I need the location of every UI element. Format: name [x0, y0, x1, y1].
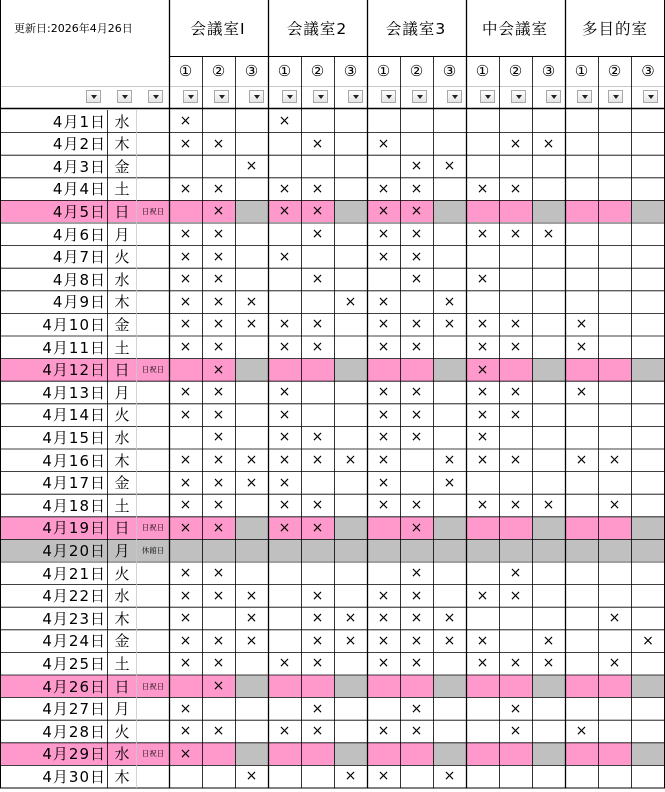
reserved-mark: ×	[245, 632, 258, 649]
reserved-mark: ×	[542, 632, 555, 649]
row-note: 日祝日	[141, 206, 165, 216]
reserved-mark: ×	[377, 768, 390, 785]
reserved-mark: ×	[377, 474, 390, 491]
reserved-mark: ×	[443, 632, 456, 649]
slot-header: ③	[641, 62, 655, 80]
row-weekday: 土	[114, 338, 130, 357]
row-weekday: 水	[114, 270, 130, 289]
reserved-mark: ×	[311, 519, 324, 536]
row-note: 休館日	[141, 545, 165, 555]
reserved-mark: ×	[278, 474, 291, 491]
reserved-mark: ×	[179, 113, 192, 129]
reserved-mark: ×	[179, 655, 192, 672]
room-header-tamokuteki: 多目的室	[581, 20, 648, 38]
reserved-mark: ×	[410, 519, 423, 536]
reserved-mark: ×	[575, 384, 588, 401]
row-date: 4月10日	[42, 315, 106, 334]
row-date: 4月25日	[42, 654, 106, 673]
slot-header: ②	[211, 62, 226, 80]
updated-date: 更新日:2026年4月26日	[14, 22, 133, 35]
reserved-mark: ×	[377, 406, 390, 423]
reserved-mark: ×	[179, 610, 192, 627]
row-weekday: 木	[114, 135, 130, 154]
reserved-mark: ×	[212, 406, 225, 423]
reserved-mark: ×	[278, 406, 291, 423]
reserved-mark: ×	[410, 429, 423, 446]
reserved-mark: ×	[476, 226, 489, 242]
reserved-mark: ×	[212, 497, 225, 514]
reserved-mark: ×	[344, 632, 357, 649]
reserved-mark: ×	[410, 158, 423, 175]
reserved-mark: ×	[476, 384, 489, 401]
reserved-mark: ×	[212, 655, 225, 672]
reserved-mark: ×	[410, 587, 423, 604]
reserved-mark: ×	[212, 519, 225, 536]
reserved-mark: ×	[278, 384, 291, 401]
reserved-mark: ×	[476, 316, 489, 333]
reserved-mark: ×	[377, 293, 390, 310]
row-date: 4月4日	[52, 180, 106, 199]
reserved-mark: ×	[377, 723, 390, 740]
reserved-mark: ×	[278, 339, 291, 355]
row-weekday: 水	[114, 428, 130, 447]
reserved-mark: ×	[311, 497, 324, 514]
slot-header: ②	[409, 62, 424, 80]
reserved-mark: ×	[377, 226, 390, 242]
reserved-mark: ×	[410, 384, 423, 401]
reserved-mark: ×	[344, 452, 357, 468]
row-weekday: 火	[114, 564, 130, 583]
reserved-mark: ×	[410, 180, 423, 197]
reserved-mark: ×	[575, 452, 588, 468]
reserved-mark: ×	[278, 429, 291, 446]
row-date: 4月5日	[52, 202, 106, 221]
row-weekday: 日	[114, 677, 130, 696]
row-date: 4月15日	[42, 428, 106, 447]
reserved-mark: ×	[245, 610, 258, 627]
row-weekday: 水	[114, 112, 130, 131]
reserved-mark: ×	[377, 587, 390, 604]
reserved-mark: ×	[278, 655, 291, 672]
reserved-mark: ×	[509, 700, 522, 717]
row-note: 日祝日	[141, 523, 165, 533]
row-weekday: 火	[114, 406, 130, 425]
reserved-mark: ×	[179, 135, 192, 152]
reserved-mark: ×	[410, 316, 423, 333]
reserved-mark: ×	[575, 316, 588, 333]
reserved-mark: ×	[278, 203, 291, 220]
reserved-mark: ×	[377, 384, 390, 401]
slot-header: ③	[343, 62, 358, 80]
reserved-mark: ×	[542, 226, 555, 242]
reserved-mark: ×	[212, 452, 225, 468]
reserved-mark: ×	[179, 339, 192, 355]
reserved-mark: ×	[311, 203, 324, 220]
reserved-mark: ×	[311, 271, 324, 288]
reserved-mark: ×	[476, 587, 489, 604]
reserved-mark: ×	[377, 316, 390, 333]
reserved-mark: ×	[476, 452, 489, 468]
row-date: 4月28日	[42, 722, 106, 741]
reserved-mark: ×	[212, 429, 225, 446]
reserved-mark: ×	[542, 655, 555, 672]
reserved-mark: ×	[476, 271, 489, 288]
row-date: 4月29日	[42, 745, 106, 764]
reserved-mark: ×	[509, 587, 522, 604]
row-date: 4月7日	[52, 248, 106, 267]
reserved-mark: ×	[476, 180, 489, 197]
row-date: 4月23日	[42, 609, 106, 628]
slot-header: ③	[244, 62, 259, 80]
reserved-mark: ×	[278, 519, 291, 536]
reserved-mark: ×	[212, 203, 225, 220]
reserved-mark: ×	[608, 452, 621, 468]
reserved-mark: ×	[410, 632, 423, 649]
reserved-mark: ×	[509, 135, 522, 152]
reserved-mark: ×	[245, 158, 258, 175]
reserved-mark: ×	[212, 316, 225, 333]
row-weekday: 日	[114, 202, 130, 221]
reserved-mark: ×	[377, 655, 390, 672]
reserved-mark: ×	[278, 180, 291, 197]
reserved-mark: ×	[377, 180, 390, 197]
row-weekday: 木	[114, 451, 130, 470]
row-weekday: 日	[114, 361, 130, 380]
reserved-mark: ×	[410, 339, 423, 355]
reserved-mark: ×	[377, 135, 390, 152]
reserved-mark: ×	[179, 406, 192, 423]
row-date: 4月1日	[52, 112, 106, 131]
reserved-mark: ×	[476, 429, 489, 446]
reserved-mark: ×	[377, 203, 390, 220]
row-date: 4月24日	[42, 632, 106, 651]
reserved-mark: ×	[212, 361, 225, 378]
reserved-mark: ×	[410, 203, 423, 220]
row-weekday: 火	[114, 722, 130, 741]
row-weekday: 水	[114, 587, 130, 606]
reserved-mark: ×	[311, 180, 324, 197]
row-date: 4月13日	[42, 383, 106, 402]
row-note: 日祝日	[141, 681, 165, 691]
slot-header: ③	[442, 62, 457, 80]
reserved-mark: ×	[509, 723, 522, 740]
reserved-mark: ×	[212, 339, 225, 355]
reserved-mark: ×	[509, 226, 522, 242]
reserved-mark: ×	[245, 316, 258, 333]
reserved-mark: ×	[377, 452, 390, 468]
reserved-mark: ×	[278, 113, 291, 129]
row-weekday: 月	[114, 225, 130, 244]
reserved-mark: ×	[311, 610, 324, 627]
reserved-mark: ×	[278, 452, 291, 468]
reserved-mark: ×	[509, 565, 522, 581]
row-date: 4月22日	[42, 587, 106, 606]
reserved-mark: ×	[410, 723, 423, 740]
reserved-mark: ×	[443, 474, 456, 491]
row-note: 日祝日	[141, 749, 165, 759]
reserved-mark: ×	[443, 316, 456, 333]
reserved-mark: ×	[410, 565, 423, 581]
slot-header: ①	[574, 62, 589, 80]
reserved-mark: ×	[245, 768, 258, 785]
row-date: 4月30日	[42, 767, 106, 786]
reserved-mark: ×	[443, 158, 456, 175]
reserved-mark: ×	[179, 180, 192, 197]
reserved-mark: ×	[311, 226, 324, 242]
reserved-mark: ×	[212, 226, 225, 242]
reserved-mark: ×	[410, 655, 423, 672]
row-date: 4月21日	[42, 564, 106, 583]
row-note: 日祝日	[141, 365, 165, 375]
row-weekday: 月	[114, 541, 130, 560]
row-date: 4月18日	[42, 496, 106, 515]
reserved-mark: ×	[476, 655, 489, 672]
reserved-mark: ×	[179, 565, 192, 581]
reserved-mark: ×	[311, 135, 324, 152]
reserved-mark: ×	[476, 406, 489, 423]
reserved-mark: ×	[344, 768, 357, 785]
row-weekday: 木	[114, 293, 130, 312]
reserved-mark: ×	[410, 226, 423, 242]
reserved-mark: ×	[443, 293, 456, 310]
reserved-mark: ×	[608, 655, 621, 672]
reserved-mark: ×	[377, 339, 390, 355]
reserved-mark: ×	[179, 384, 192, 401]
reserved-mark: ×	[212, 135, 225, 152]
reserved-mark: ×	[278, 497, 291, 514]
reserved-mark: ×	[311, 587, 324, 604]
room-header-naka-kaigishitsu: 中会議室	[481, 20, 548, 38]
row-date: 4月6日	[52, 225, 106, 244]
row-weekday: 土	[114, 654, 130, 673]
row-date: 4月27日	[42, 700, 106, 719]
reserved-mark: ×	[179, 497, 192, 514]
slot-header: ②	[607, 62, 622, 80]
reserved-mark: ×	[179, 316, 192, 333]
reserved-mark: ×	[212, 678, 225, 694]
row-date: 4月8日	[52, 270, 106, 289]
slot-header: ①	[475, 62, 490, 80]
reserved-mark: ×	[509, 452, 522, 468]
reserved-mark: ×	[179, 700, 192, 717]
row-weekday: 火	[114, 248, 130, 267]
reserved-mark: ×	[509, 316, 522, 333]
reserved-mark: ×	[212, 565, 225, 581]
reserved-mark: ×	[179, 474, 192, 491]
row-weekday: 土	[114, 496, 130, 515]
row-date: 4月3日	[52, 157, 106, 176]
row-date: 4月14日	[42, 406, 106, 425]
reserved-mark: ×	[377, 429, 390, 446]
reserved-mark: ×	[278, 316, 291, 333]
reserved-mark: ×	[575, 723, 588, 740]
row-date: 4月17日	[42, 474, 106, 493]
reserved-mark: ×	[179, 745, 192, 762]
reserved-mark: ×	[212, 384, 225, 401]
reserved-mark: ×	[344, 293, 357, 310]
reserved-mark: ×	[212, 723, 225, 740]
reserved-mark: ×	[509, 497, 522, 514]
reserved-mark: ×	[377, 248, 390, 265]
room-header-kaigishitsu-3: 会議室3	[385, 20, 447, 38]
reserved-mark: ×	[377, 632, 390, 649]
row-weekday: 木	[114, 767, 130, 786]
reserved-mark: ×	[410, 248, 423, 265]
slot-header: ③	[541, 62, 556, 80]
row-date: 4月11日	[42, 338, 106, 357]
reserved-mark: ×	[377, 497, 390, 514]
row-weekday: 月	[114, 700, 130, 719]
row-date: 4月12日	[42, 361, 106, 380]
reserved-mark: ×	[410, 610, 423, 627]
slot-header: ②	[310, 62, 325, 80]
reserved-mark: ×	[443, 452, 456, 468]
reserved-mark: ×	[278, 248, 291, 265]
reserved-mark: ×	[245, 293, 258, 310]
row-date: 4月16日	[42, 451, 106, 470]
slot-header: ①	[178, 62, 193, 80]
reserved-mark: ×	[212, 180, 225, 197]
reserved-mark: ×	[311, 339, 324, 355]
reserved-mark: ×	[443, 768, 456, 785]
reserved-mark: ×	[509, 384, 522, 401]
reserved-mark: ×	[410, 497, 423, 514]
reserved-mark: ×	[608, 610, 621, 627]
reserved-mark: ×	[311, 700, 324, 717]
reserved-mark: ×	[542, 497, 555, 514]
reserved-mark: ×	[278, 723, 291, 740]
reserved-mark: ×	[179, 452, 192, 468]
row-weekday: 木	[114, 609, 130, 628]
row-weekday: 土	[114, 180, 130, 199]
reserved-mark: ×	[344, 610, 357, 627]
reserved-mark: ×	[245, 587, 258, 604]
row-weekday: 日	[114, 519, 130, 538]
row-date: 4月20日	[42, 541, 106, 560]
reserved-mark: ×	[212, 271, 225, 288]
reserved-mark: ×	[509, 339, 522, 355]
row-date: 4月26日	[42, 677, 106, 696]
reserved-mark: ×	[212, 248, 225, 265]
reserved-mark: ×	[575, 339, 588, 355]
reserved-mark: ×	[179, 587, 192, 604]
reserved-mark: ×	[476, 497, 489, 514]
row-date: 4月19日	[42, 519, 106, 538]
reserved-mark: ×	[509, 180, 522, 197]
reserved-mark: ×	[509, 655, 522, 672]
reserved-mark: ×	[642, 632, 654, 649]
row-weekday: 金	[114, 157, 130, 176]
row-date: 4月9日	[52, 293, 106, 312]
row-date: 4月2日	[52, 135, 106, 154]
reserved-mark: ×	[245, 474, 258, 491]
reserved-mark: ×	[311, 429, 324, 446]
reserved-mark: ×	[377, 610, 390, 627]
reserved-mark: ×	[179, 226, 192, 242]
row-weekday: 金	[114, 474, 130, 493]
room-header-kaigishitsu-2: 会議室2	[286, 20, 348, 38]
row-weekday: 月	[114, 383, 130, 402]
reserved-mark: ×	[476, 339, 489, 355]
reserved-mark: ×	[245, 452, 258, 468]
reserved-mark: ×	[410, 700, 423, 717]
reserved-mark: ×	[542, 135, 555, 152]
row-weekday: 金	[114, 632, 130, 651]
reserved-mark: ×	[212, 293, 225, 310]
reserved-mark: ×	[179, 723, 192, 740]
reserved-mark: ×	[311, 723, 324, 740]
reserved-mark: ×	[212, 632, 225, 649]
reserved-mark: ×	[410, 271, 423, 288]
row-weekday: 金	[114, 315, 130, 334]
reserved-mark: ×	[608, 497, 621, 514]
slot-header: ①	[277, 62, 292, 80]
reserved-mark: ×	[311, 316, 324, 333]
row-weekday: 水	[114, 745, 130, 764]
reserved-mark: ×	[476, 632, 489, 649]
reserved-mark: ×	[443, 610, 456, 627]
slot-header: ②	[508, 62, 523, 80]
reserved-mark: ×	[212, 474, 225, 491]
room-header-kaigishitsu-1: 会議室Ⅰ	[190, 20, 246, 38]
reserved-mark: ×	[410, 406, 423, 423]
reserved-mark: ×	[179, 519, 192, 536]
reserved-mark: ×	[311, 452, 324, 468]
reserved-mark: ×	[311, 655, 324, 672]
reserved-mark: ×	[179, 632, 192, 649]
reserved-mark: ×	[509, 406, 522, 423]
reserved-mark: ×	[179, 248, 192, 265]
reserved-mark: ×	[179, 271, 192, 288]
reserved-mark: ×	[476, 361, 489, 378]
reserved-mark: ×	[212, 587, 225, 604]
reserved-mark: ×	[179, 293, 192, 310]
slot-header: ①	[376, 62, 391, 80]
reserved-mark: ×	[311, 632, 324, 649]
